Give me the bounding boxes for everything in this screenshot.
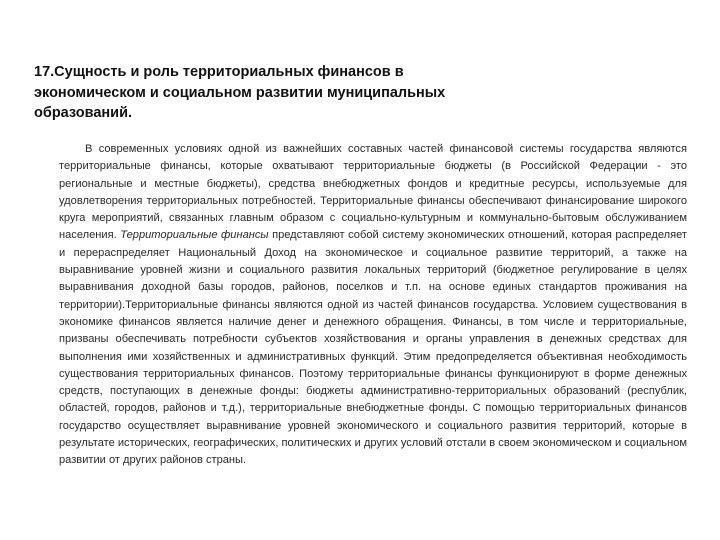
paragraph-italic-term: Территориальные финансы	[120, 229, 269, 242]
page-title: 17.Сущность и роль территориальных финансов в экономическом и социальном развитии муниципальных образований.	[34, 64, 446, 121]
paragraph-text-part-1: В современных условиях одной из важнейших составных частей финансовой системы государства являются территориальные финансы, которые охватывают территориальные бюджеты (в Российской Федерации - это региональные и местные бюджеты), средства внебюджетных фондов и кредитные ресурсы, используемые для удовлетворения территориальных потребностей. Территориальные финансы обеспечивают финансирование широкого круга мероприятий, связанных главным образом с социально-культурным и коммунально-бытовым обслуживанием населения.	[59, 143, 687, 242]
paragraph-text-part-2: представляют собой систему экономических отношений, которая распределяет и перераспределяет Национальный Доход на экономическое и социальное развитие территорий, а также на выравнивание уровней жизни и социального развития локальных территорий (бюджетное регулирование в целях выравнивания доходной базы городов, районов, поселков и т.п. на основе единых стандартов проживания на территории).Территориальные финансы являются одной из частей финансов государства. Условием существования в экономике финансов является наличие денег и денежного обращения. Финансы, в том числе и территориальные, призваны обеспечивать потребности субъектов хозяйствования и органы управления в денежных средствах для выполнения ими хозяйственных и административных функций. Этим предопределяется объективная необходимость существования территориальных финансов. Поэтому территориальные финансы функционируют в форме денежных средств, поступающих в денежные фонды: бюджеты административно-территориальных образований (республик, областей, городов, районов и т.д.), территориальные внебюджетные фонды. С помощью территориальных финансов государство осуществляет выравнивание уровней экономического и социального развития территорий, которые в результате исторических, географических, политических и других условий отстали в своем экономическом и социальном развитии от других районов страны.	[59, 229, 687, 467]
body-paragraph	[59, 141, 687, 470]
